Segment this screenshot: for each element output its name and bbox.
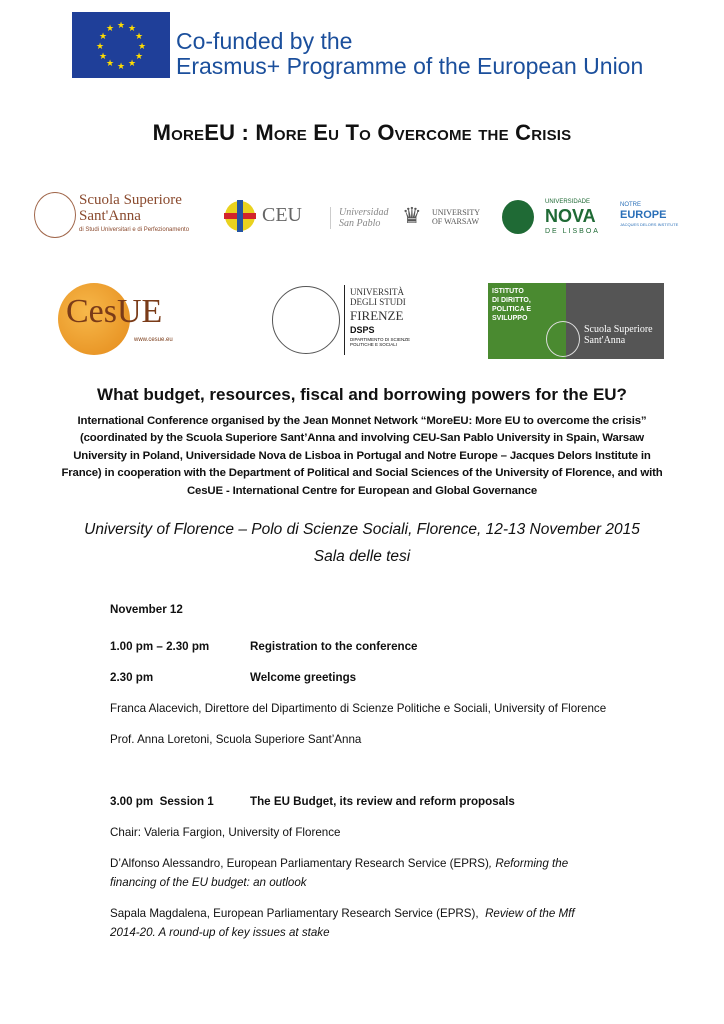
eu-flag-icon	[72, 12, 170, 78]
dsps: DSPS	[350, 325, 375, 335]
svg-text:★: ★	[127, 59, 137, 69]
agenda-time: 2.30 pm	[110, 671, 154, 685]
ssa-name: Scuola Superiore	[79, 192, 182, 208]
nova-line3: DE LISBOA	[545, 228, 600, 235]
seal-icon	[34, 192, 76, 238]
svg-text:★: ★	[116, 21, 126, 31]
nova-seal-icon	[502, 200, 534, 234]
talk-speaker: D’Alfonso Alessandro, European Parliamentary Research Service (EPRS)	[110, 857, 489, 871]
svg-text:★: ★	[134, 52, 144, 62]
unifi-line1: UNIVERSITÀ	[350, 287, 404, 297]
svg-text:★: ★	[127, 24, 137, 34]
session-header	[110, 792, 620, 811]
logo-notre-europe	[620, 202, 692, 236]
svg-text:★: ★	[105, 59, 115, 69]
nova-line1: UNIVERSIDADE	[545, 199, 591, 205]
istituto-text1: ISTITUTO	[492, 288, 524, 295]
logo-nova-lisboa	[502, 198, 607, 238]
istituto-text2: DI DIRITTO,	[492, 297, 531, 304]
ssa-name2: Sant'Anna	[79, 208, 141, 224]
svg-text:★: ★	[98, 52, 108, 62]
logo-ceu	[224, 200, 394, 236]
warsaw-line1: UNIVERSITY	[432, 208, 480, 217]
unifi-line3: FIRENZE	[350, 308, 404, 323]
svg-text:★: ★	[95, 42, 105, 52]
istituto-text3: POLITICA E	[492, 306, 532, 313]
unifi-line2: DEGLI STUDI	[350, 297, 406, 307]
logo-scuola-sant-anna	[34, 192, 206, 238]
svg-text:★: ★	[134, 32, 144, 42]
talk-speaker: Sapala Magdalena, European Parliamentary Research Service (EPRS),	[110, 907, 486, 921]
dsps-sub: DIPARTIMENTO DI SCIENZE POLITICHE E SOCIALI	[350, 337, 411, 347]
ceu-sub1: Universidad	[339, 207, 389, 218]
cesue-url: www.cesue.eu	[134, 337, 173, 343]
ceu-sub2: San Pablo	[339, 218, 381, 229]
svg-text:★: ★	[105, 24, 115, 34]
session-chair: Chair: Valeria Fargion, University of Florence	[110, 826, 341, 840]
erasmus-cofunded-text	[176, 29, 643, 79]
agenda-title: Registration to the conference	[250, 640, 418, 654]
notre-line2: EUROPE	[620, 209, 667, 221]
agenda-item	[110, 637, 620, 656]
ceu-name: CEU	[262, 204, 302, 226]
ceu-cross-icon	[224, 200, 256, 232]
conference-intro: International Conference organised by the Jean Monnet Network “MoreEU: More EU to overcome the crisis” (coordinated by the Scuola Superiore Sant’Anna and involving CEU-San Pablo University in Spain, Warsaw University in Poland, Universidade Nova de Lisboa in Portugal and Notre Europe – Jacques Delors Institute in France) in cooperation with the Department of Political and Social Sciences of the University of Florence, and with CesUE - International Centre for European and Global Governance	[61, 415, 663, 497]
nova-line2: NOVA	[545, 206, 596, 226]
session-title: The EU Budget, its review and reform proposals	[250, 795, 515, 809]
logo-unifi-dsps	[272, 283, 422, 359]
notre-line3: JACQUES DELORS INSTITUTE	[620, 222, 679, 227]
eagle-icon: ♛	[402, 203, 422, 228]
cofunded-line1: Co-funded by the	[176, 28, 353, 54]
venue-line: University of Florence – Polo di Scienze Sociali, Florence, 12-13 November 2015	[84, 521, 640, 539]
notre-line1: NOTRE	[620, 202, 641, 208]
svg-text:★: ★	[137, 42, 147, 52]
logo-university-warsaw	[402, 200, 497, 236]
session-time: 3.00 pm Session 1	[110, 795, 214, 809]
agenda-title: Welcome greetings	[250, 671, 357, 685]
svg-text:★: ★	[116, 62, 126, 72]
cofunded-line2: Erasmus+ Programme of the European Union	[176, 53, 644, 79]
unifi-seal-icon	[272, 286, 340, 354]
greeting-speaker: Prof. Anna Loretoni, Scuola Superiore Sant’Anna	[110, 733, 362, 747]
conference-heading: What budget, resources, fiscal and borrowing powers for the EU?	[97, 385, 627, 404]
agenda	[110, 600, 620, 942]
ssa-sub: di Studi Universitari e di Perfezionamento	[79, 227, 190, 233]
cesue-name: CesUE	[66, 293, 163, 330]
page-title: MoreEU : More Eu To Overcome the Crisis	[152, 120, 572, 145]
agenda-day: November 12	[110, 603, 183, 617]
ssa-seal-icon	[546, 321, 580, 357]
logo-istituto-diritto	[488, 283, 664, 359]
istituto-text4: SVILUPPO	[492, 315, 528, 322]
istituto-ssa-name2: Sant'Anna	[584, 335, 626, 346]
talk-title: , Reforming the financing of the EU budget: an outlook	[110, 857, 569, 890]
venue	[0, 516, 724, 570]
talk	[110, 904, 600, 942]
conference-section	[0, 384, 724, 942]
greeting-speaker: Franca Alacevich, Direttore del Dipartimento di Scienze Politiche e Sociali, University of Florence	[110, 702, 607, 716]
talk	[110, 854, 600, 892]
svg-text:★: ★	[98, 32, 108, 42]
istituto-ssa-name: Scuola Superiore	[584, 324, 653, 335]
room-line: Sala delle tesi	[313, 548, 411, 566]
logo-cesue	[58, 283, 198, 359]
warsaw-line2: OF WARSAW	[432, 217, 479, 226]
talk-title: Review of the Mff 2014-20. A round-up of key issues at stake	[110, 907, 575, 940]
agenda-item	[110, 668, 620, 687]
agenda-time: 1.00 pm – 2.30 pm	[110, 640, 210, 654]
